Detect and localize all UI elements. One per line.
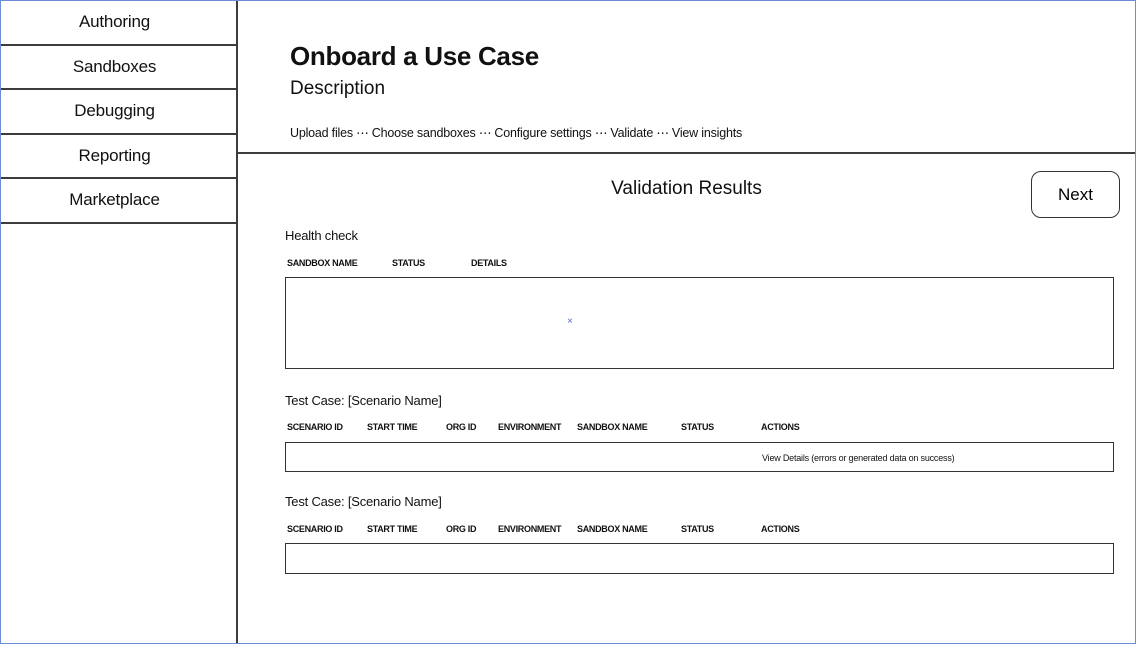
test-case-label: Test Case: [Scenario Name]: [285, 393, 442, 408]
progress-steps: Upload files ⋯ Choose sandboxes ⋯ Configure settings ⋯ Validate ⋯ View insights: [290, 126, 743, 140]
page-description: Description: [290, 78, 386, 99]
sidebar-item-reporting[interactable]: [1, 135, 236, 180]
column-header-actions: ACTIONS: [761, 524, 800, 534]
health-check-label: Health check: [285, 228, 358, 243]
column-header-org-id: ORG ID: [446, 422, 477, 432]
column-header-scenario-id: SCENARIO ID: [287, 524, 343, 534]
column-header-sandbox-name: SANDBOX NAME: [577, 422, 648, 432]
column-header-start-time: START TIME: [367, 422, 418, 432]
test-case-label: Test Case: [Scenario Name]: [285, 494, 442, 509]
column-header-sandbox-name: SANDBOX NAME: [287, 258, 358, 268]
test-case-table: [285, 442, 1114, 472]
page-title: Onboard a Use Case: [290, 41, 539, 71]
sidebar-item-authoring[interactable]: [1, 1, 236, 46]
column-header-status: STATUS: [392, 258, 425, 268]
column-header-details: DETAILS: [471, 258, 507, 268]
section-title: Validation Results: [611, 178, 762, 199]
sidebar-item-label: Sandboxes: [72, 56, 157, 76]
health-check-table: [285, 277, 1114, 369]
sidebar-item-marketplace[interactable]: [1, 179, 236, 224]
column-header-org-id: ORG ID: [446, 524, 477, 534]
sidebar-item-label: Authoring: [79, 12, 150, 32]
sidebar-item-label: Marketplace: [69, 190, 160, 210]
column-header-actions: ACTIONS: [761, 422, 800, 432]
test-case-table: [285, 543, 1114, 574]
sidebar-item-label: Reporting: [78, 145, 151, 165]
next-button[interactable]: Next: [1031, 171, 1120, 218]
column-header-environment: ENVIRONMENT: [498, 524, 562, 534]
view-details-link[interactable]: View Details (errors or generated data on success): [762, 453, 955, 463]
column-header-environment: ENVIRONMENT: [498, 422, 562, 432]
main-content: [238, 154, 1135, 643]
page-header: [238, 1, 1135, 154]
sidebar: [1, 1, 238, 643]
column-header-start-time: START TIME: [367, 524, 418, 534]
column-header-sandbox-name: SANDBOX NAME: [577, 524, 648, 534]
sidebar-item-debugging[interactable]: [1, 90, 236, 135]
sidebar-item-sandboxes[interactable]: [1, 46, 236, 91]
column-header-scenario-id: SCENARIO ID: [287, 422, 343, 432]
sidebar-item-label: Debugging: [74, 101, 155, 121]
column-header-status: STATUS: [681, 524, 714, 534]
broken-image-icon: ×: [567, 316, 573, 327]
column-header-status: STATUS: [681, 422, 714, 432]
